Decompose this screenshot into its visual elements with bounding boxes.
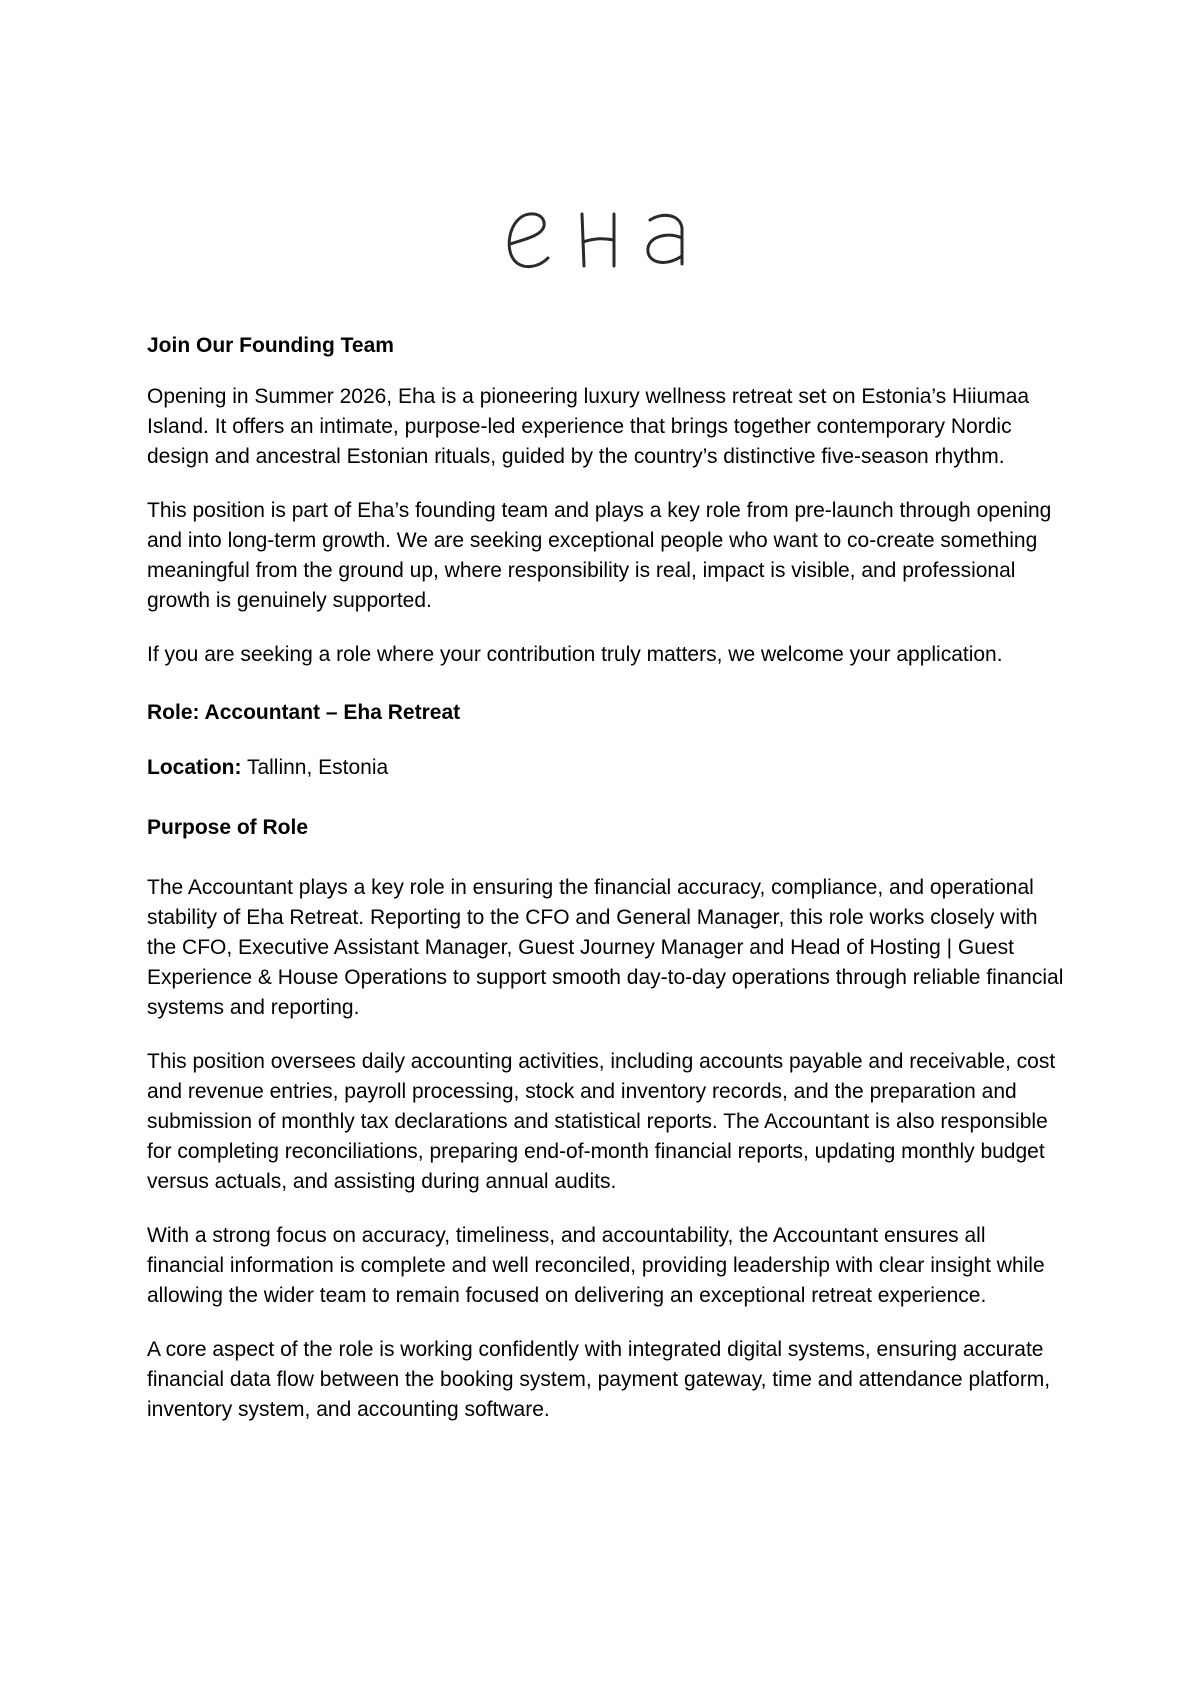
purpose-paragraph: The Accountant plays a key role in ensuring the financial accuracy, compliance, and operational stability of Eha Retreat. Reporting to the CFO and General Manager, this role works closely with the CFO, Executive Assistant Manager, Guest Journey Manager and Head of Hosting | Guest Experience & House Operations to support smooth day-to-day operations through reliable financial systems and reporting. [147,876,1064,1019]
purpose-heading: Purpose of Role [147,816,309,839]
intro-paragraph: Opening in Summer 2026, Eha is a pioneering luxury wellness retreat set on Estonia’s Hiiumaa Island. It offers an intimate, purpose-led experience that brings together contemporary Nordic design and ancestral Estonian rituals, guided by the country’s distinctive five-season rhythm. [147,385,1030,468]
location-line [147,753,1067,783]
purpose-paragraph: This position oversees daily accounting activities, including accounts payable and receivable, cost and revenue entries, payroll processing, stock and inventory records, and the preparation and submission of monthly tax declarations and statistical reports. The Accountant is also responsible for completing reconciliations, preparing end-of-month financial reports, updating monthly budget versus actuals, and assisting during annual audits. [147,1050,1056,1193]
intro-paragraph: If you are seeking a role where your contribution truly matters, we welcome your application. [147,643,1003,666]
location-label: Location: [147,756,242,779]
eha-logo [500,200,700,275]
document-body [147,331,1067,1425]
purpose-paragraph: A core aspect of the role is working confidently with integrated digital systems, ensuring accurate financial data flow between the booking system, payment gateway, time and attendance platform, inventory system, and accounting software. [147,1338,1051,1421]
intro-heading: Join Our Founding Team [147,334,394,357]
location-value: Tallinn, Estonia [241,756,389,779]
purpose-paragraph: With a strong focus on accuracy, timeliness, and accountability, the Accountant ensures all financial information is complete and well reconciled, providing leadership with clear insight while allowing the wider team to remain focused on delivering an exceptional retreat experience. [147,1224,1045,1307]
role-title: Role: Accountant – Eha Retreat [147,701,461,724]
intro-paragraph: This position is part of Eha’s founding team and plays a key role from pre-launch through opening and into long-term growth. We are seeking exceptional people who want to co-create something meaningful from the ground up, where responsibility is real, impact is visible, and professional growth is genuinely supported. [147,499,1052,612]
eha-logo-mark [500,200,700,275]
